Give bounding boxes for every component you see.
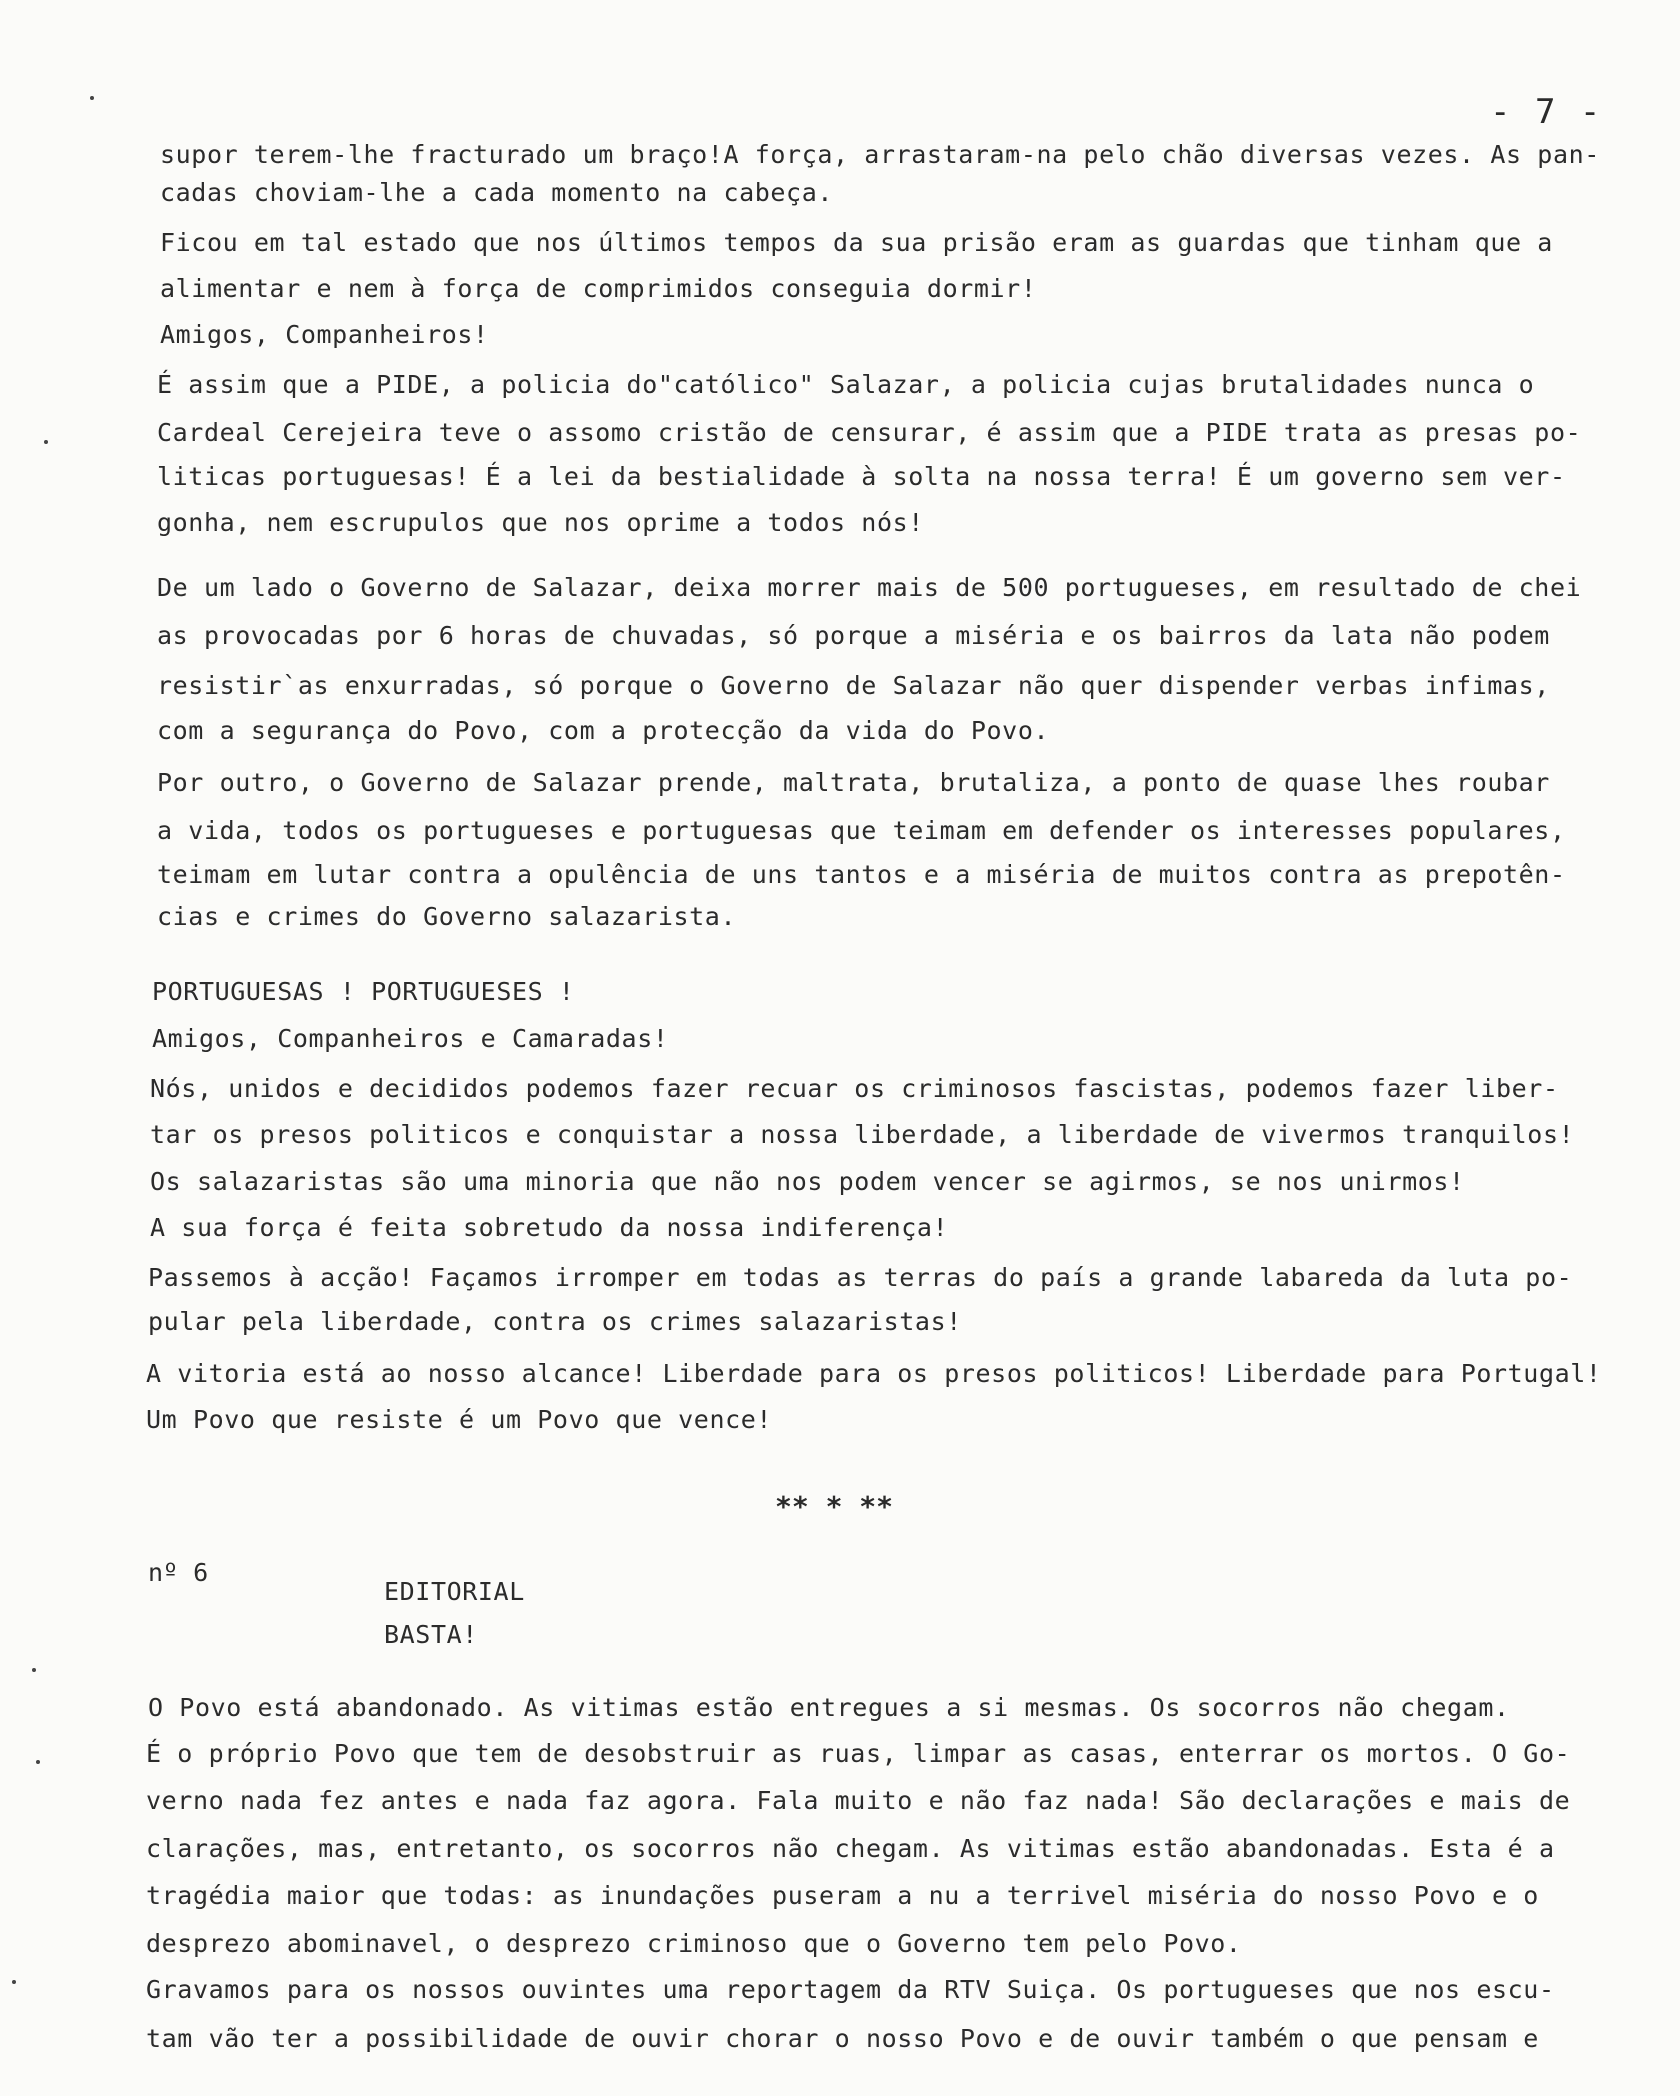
body-text-line: Nós, unidos e decididos podemos fazer recuar os criminosos fascistas, podemos fazer liber- xyxy=(150,1074,1559,1103)
body-text-line: resistir`as enxurradas, só porque o Governo de Salazar não quer dispender verbas infimas, xyxy=(157,671,1550,700)
editorial-text-line: verno nada fez antes e nada faz agora. Fala muito e não faz nada! São declarações e mais de xyxy=(146,1786,1571,1815)
body-text-line: cadas choviam-lhe a cada momento na cabeça. xyxy=(160,178,834,207)
scan-speck xyxy=(44,440,48,444)
body-text-line: Passemos à acção! Façamos irromper em todas as terras do país a grande labareda da luta po- xyxy=(148,1263,1573,1292)
body-text-line: Um Povo que resiste é um Povo que vence! xyxy=(146,1405,773,1434)
section-separator: ** * ** xyxy=(775,1490,894,1523)
body-text-line: as provocadas por 6 horas de chuvadas, só porque a miséria e os bairros da lata não podem xyxy=(157,621,1550,650)
editorial-text-line: O Povo está abandonado. As vitimas estão entregues a si mesmas. Os socorros não chegam. xyxy=(148,1693,1510,1722)
editorial-text-line: Gravamos para os nossos ouvintes uma reportagem da RTV Suiça. Os portugueses que nos escu- xyxy=(146,1975,1555,2004)
editorial-text-line: clarações, mas, entretanto, os socorros não chegam. As vitimas estão abandonadas. Esta é a xyxy=(146,1834,1555,1863)
body-text-line: tar os presos politicos e conquistar a nossa liberdade, a liberdade de vivermos tranquilos! xyxy=(150,1120,1575,1149)
body-text-line: Ficou em tal estado que nos últimos tempos da sua prisão eram as guardas que tinham que a xyxy=(160,228,1553,257)
page-number: - 7 - xyxy=(1490,92,1603,132)
body-text-line: alimentar e nem à força de comprimidos conseguia dormir! xyxy=(160,274,1037,303)
issue-number: nº 6 xyxy=(148,1558,209,1587)
editorial-text-line: desprezo abominavel, o desprezo criminoso que o Governo tem pelo Povo. xyxy=(146,1929,1242,1958)
body-text-line: teimam em lutar contra a opulência de uns tantos e a miséria de muitos contra as prepotên- xyxy=(157,860,1566,889)
body-text-line: A vitoria está ao nosso alcance! Liberdade para os presos politicos! Liberdade para Portugal! xyxy=(146,1359,1602,1388)
body-text-line: De um lado o Governo de Salazar, deixa morrer mais de 500 portugueses, em resultado de chei xyxy=(157,573,1582,602)
editorial-subtitle: BASTA! xyxy=(384,1620,478,1649)
body-text-line: Por outro, o Governo de Salazar prende, maltrata, brutaliza, a ponto de quase lhes roubar xyxy=(157,768,1550,797)
body-text-line: Amigos, Companheiros! xyxy=(160,320,489,349)
scan-speck xyxy=(32,1668,36,1672)
body-text-line: pular pela liberdade, contra os crimes salazaristas! xyxy=(148,1307,962,1336)
body-text-line: A sua força é feita sobretudo da nossa indiferença! xyxy=(150,1213,949,1242)
body-text-line: Cardeal Cerejeira teve o assomo cristão de censurar, é assim que a PIDE trata as presas po- xyxy=(157,418,1582,447)
body-text-line: gonha, nem escrupulos que nos oprime a todos nós! xyxy=(157,508,924,537)
body-text-line: É assim que a PIDE, a policia do"católico" Salazar, a policia cujas brutalidades nunca o xyxy=(157,370,1535,399)
editorial-title: EDITORIAL xyxy=(384,1577,525,1606)
editorial-text-line: É o próprio Povo que tem de desobstruir as ruas, limpar as casas, enterrar os mortos. O Go- xyxy=(146,1739,1571,1768)
editorial-text-line: tam vão ter a possibilidade de ouvir chorar o nosso Povo e de ouvir também o que pensam e xyxy=(146,2024,1539,2053)
body-text-line: PORTUGUESAS ! PORTUGUESES ! xyxy=(152,977,575,1006)
body-text-line: liticas portuguesas! É a lei da bestialidade à solta na nossa terra! É um governo sem ver- xyxy=(157,462,1566,491)
scan-speck xyxy=(36,1760,40,1764)
body-text-line: supor terem-lhe fracturado um braço!A força, arrastaram-na pelo chão diversas vezes. As pan- xyxy=(160,140,1600,169)
body-text-line: com a segurança do Povo, com a protecção da vida do Povo. xyxy=(157,716,1050,745)
body-text-line: Amigos, Companheiros e Camaradas! xyxy=(152,1024,669,1053)
body-text-line: cias e crimes do Governo salazarista. xyxy=(157,902,737,931)
editorial-text-line: tragédia maior que todas: as inundações puseram a nu a terrivel miséria do nosso Povo e o xyxy=(146,1881,1539,1910)
body-text-line: a vida, todos os portugueses e portuguesas que teimam em defender os interesses populares, xyxy=(157,816,1566,845)
scan-speck xyxy=(12,1980,16,1984)
body-text-line: Os salazaristas são uma minoria que não nos podem vencer se agirmos, se nos unirmos! xyxy=(150,1167,1465,1196)
scan-speck xyxy=(90,96,94,100)
